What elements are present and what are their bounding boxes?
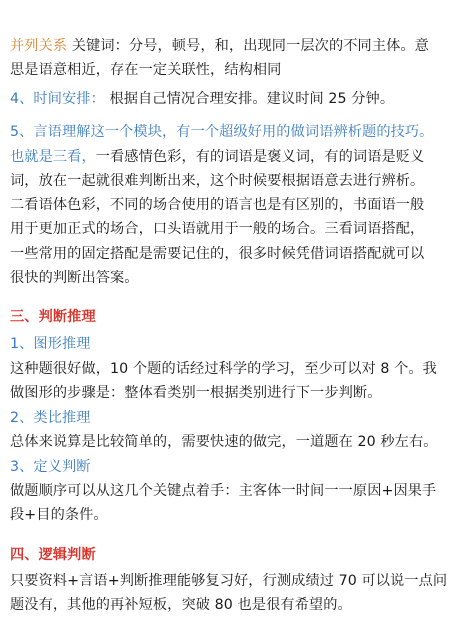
- tip5-line-2: [10, 145, 470, 169]
- parallel-label: 并列关系: [10, 38, 68, 54]
- tip5-text-2: 一看感情色彩，有的词语是褒义词，有的词语是贬义: [95, 149, 425, 165]
- section3-sub1: 1、图形推理: [10, 336, 91, 352]
- tip5-line-6: 一些常用的固定搭配是需要记住的，很多时候凭借词语搭配就可以: [10, 246, 425, 262]
- section3-sub2: 2、类比推理: [10, 410, 91, 426]
- section3-sub3: 3、定义判断: [10, 459, 91, 475]
- section4-line-1: 只要资料+言语+判断推理能够复习好，行测成绩过 70 可以说一点问: [10, 573, 448, 589]
- section3-title: 三、判断推理: [10, 309, 96, 325]
- tip5-line-7: 很快的判断出答案。: [10, 270, 139, 286]
- tip5-line-4: 二看语体色彩，不同的场合使用的语言也是有区别的，书面语一般: [10, 197, 425, 213]
- parallel-line-1: [10, 34, 470, 58]
- sub2-line-1: 总体来说算是比较简单的，需要快速的做完，一道题在 20 秒左右。: [10, 434, 438, 450]
- sub3-line-1: 做题顺序可以从这几个关键点着手：主客体一时间一一原因+因果手: [10, 483, 437, 499]
- time-line: [10, 87, 470, 111]
- tip5-three-looks: 也就是三看，: [10, 149, 96, 165]
- parallel-line-2: 思是语意相近，存在一定关联性，结构相同: [10, 62, 282, 78]
- parallel-text-1: 关键词：分号，顿号，和，出现同一层次的不同主体。意: [71, 38, 429, 54]
- section4-line-2: 题没有，其他的再补短板，突破 80 也是很有希望的。: [10, 597, 352, 613]
- sub1-line-2: 做图形的步骤是：整体看类别一根据类别进行下一步判断。: [10, 385, 382, 401]
- sub3-line-2: 段+目的条件。: [10, 507, 108, 523]
- sub1-line-1: 这种题很好做，10 个题的话经过科学的学习，至少可以对 8 个。我: [10, 361, 437, 377]
- tip5-line-3: 词，放在一起就很难判断出来，这个时候要根据语意去进行辨析。: [10, 173, 425, 189]
- section4-title: 四、逻辑判断: [10, 547, 96, 563]
- time-text: 根据自己情况合理安排。建议时间 25 分钟。: [109, 91, 395, 107]
- time-label: 4、时间安排：: [10, 91, 105, 107]
- tip5-line-5: 用于更加正式的场合，口头语就用于一般的场合。三看词语搭配，: [10, 221, 425, 237]
- tip5-line-1: 5、言语理解这一个模块，有一个超级好用的做词语辨析题的技巧。: [10, 124, 434, 140]
